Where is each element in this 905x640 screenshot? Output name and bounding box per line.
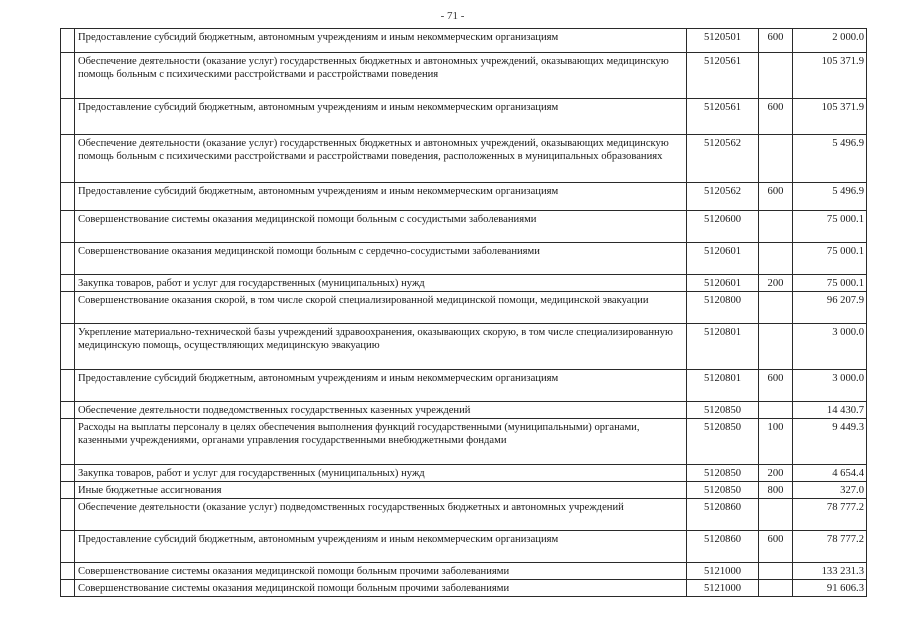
empty-cell [61, 563, 75, 580]
amount-cell: 105 371.9 [793, 99, 867, 135]
expense-type-cell [759, 135, 793, 183]
target-code-cell: 5120561 [687, 53, 759, 99]
table-row [61, 531, 867, 563]
empty-cell [61, 211, 75, 243]
amount-cell: 105 371.9 [793, 53, 867, 99]
expense-name-cell: Предоставление субсидий бюджетным, автономным учреждениям и иным некоммерческим организациям [75, 29, 687, 53]
budget-table [60, 28, 867, 597]
table-row [61, 419, 867, 465]
target-code-cell: 5120860 [687, 531, 759, 563]
amount-cell: 14 430.7 [793, 402, 867, 419]
empty-cell [61, 292, 75, 324]
expense-type-cell: 800 [759, 482, 793, 499]
table-row [61, 580, 867, 597]
empty-cell [61, 465, 75, 482]
table-row [61, 183, 867, 211]
amount-cell: 327.0 [793, 482, 867, 499]
target-code-cell: 5120850 [687, 419, 759, 465]
target-code-cell: 5120850 [687, 402, 759, 419]
target-code-cell: 5120562 [687, 135, 759, 183]
expense-name-cell: Предоставление субсидий бюджетным, автономным учреждениям и иным некоммерческим организациям [75, 183, 687, 211]
target-code-cell: 5120601 [687, 275, 759, 292]
expense-type-cell: 600 [759, 183, 793, 211]
expense-type-cell: 600 [759, 99, 793, 135]
expense-type-cell [759, 580, 793, 597]
table-row [61, 465, 867, 482]
target-code-cell: 5120562 [687, 183, 759, 211]
empty-cell [61, 580, 75, 597]
expense-name-cell: Закупка товаров, работ и услуг для государственных (муниципальных) нужд [75, 465, 687, 482]
amount-cell: 78 777.2 [793, 531, 867, 563]
empty-cell [61, 482, 75, 499]
amount-cell: 5 496.9 [793, 183, 867, 211]
empty-cell [61, 419, 75, 465]
amount-cell: 3 000.0 [793, 324, 867, 370]
table-row [61, 324, 867, 370]
empty-cell [61, 324, 75, 370]
expense-name-cell: Обеспечение деятельности (оказание услуг) государственных бюджетных и автономных учреждений, оказывающих медицинскую помощь больным с психическими расстройствами и расстройствами поведения [75, 53, 687, 99]
empty-cell [61, 402, 75, 419]
expense-type-cell: 600 [759, 370, 793, 402]
table-row [61, 53, 867, 99]
table-row [61, 482, 867, 499]
expense-type-cell [759, 324, 793, 370]
expense-name-cell: Совершенствование системы оказания медицинской помощи больным с сосудистыми заболеваниями [75, 211, 687, 243]
expense-type-cell [759, 499, 793, 531]
amount-cell: 78 777.2 [793, 499, 867, 531]
expense-name-cell: Обеспечение деятельности подведомственных государственных казенных учреждений [75, 402, 687, 419]
target-code-cell: 5120501 [687, 29, 759, 53]
expense-name-cell: Совершенствование системы оказания медицинской помощи больным прочими заболеваниями [75, 563, 687, 580]
empty-cell [61, 29, 75, 53]
target-code-cell: 5120601 [687, 243, 759, 275]
target-code-cell: 5120801 [687, 324, 759, 370]
empty-cell [61, 499, 75, 531]
expense-name-cell: Совершенствование оказания медицинской помощи больным с сердечно-сосудистыми заболеваниями [75, 243, 687, 275]
expense-type-cell: 100 [759, 419, 793, 465]
expense-name-cell: Совершенствование системы оказания медицинской помощи больным прочими заболеваниями [75, 580, 687, 597]
expense-name-cell: Предоставление субсидий бюджетным, автономным учреждениям и иным некоммерческим организациям [75, 370, 687, 402]
amount-cell: 9 449.3 [793, 419, 867, 465]
table-row [61, 563, 867, 580]
amount-cell: 3 000.0 [793, 370, 867, 402]
expense-name-cell: Предоставление субсидий бюджетным, автономным учреждениям и иным некоммерческим организациям [75, 99, 687, 135]
expense-type-cell: 200 [759, 275, 793, 292]
target-code-cell: 5120600 [687, 211, 759, 243]
table-row [61, 29, 867, 53]
expense-name-cell: Расходы на выплаты персоналу в целях обеспечения выполнения функций государственными (муниципальными) органами, казенными учреждениями, органами управления государственными внебюджетными фондами [75, 419, 687, 465]
empty-cell [61, 135, 75, 183]
amount-cell: 133 231.3 [793, 563, 867, 580]
expense-type-cell [759, 53, 793, 99]
expense-type-cell: 200 [759, 465, 793, 482]
amount-cell: 75 000.1 [793, 275, 867, 292]
table-row [61, 370, 867, 402]
target-code-cell: 5120850 [687, 482, 759, 499]
empty-cell [61, 183, 75, 211]
amount-cell: 75 000.1 [793, 211, 867, 243]
table-row [61, 499, 867, 531]
table-row [61, 99, 867, 135]
table-row [61, 243, 867, 275]
amount-cell: 5 496.9 [793, 135, 867, 183]
amount-cell: 75 000.1 [793, 243, 867, 275]
empty-cell [61, 531, 75, 563]
amount-cell: 2 000.0 [793, 29, 867, 53]
empty-cell [61, 99, 75, 135]
table-row [61, 135, 867, 183]
empty-cell [61, 243, 75, 275]
target-code-cell: 5121000 [687, 563, 759, 580]
expense-type-cell [759, 243, 793, 275]
page-number: - 71 - [440, 10, 465, 22]
empty-cell [61, 275, 75, 292]
expense-name-cell: Предоставление субсидий бюджетным, автономным учреждениям и иным некоммерческим организациям [75, 531, 687, 563]
table-row [61, 275, 867, 292]
expense-type-cell [759, 402, 793, 419]
target-code-cell: 5120801 [687, 370, 759, 402]
amount-cell: 4 654.4 [793, 465, 867, 482]
expense-name-cell: Обеспечение деятельности (оказание услуг) подведомственных государственных бюджетных и автономных учреждений [75, 499, 687, 531]
table-row [61, 211, 867, 243]
expense-type-cell [759, 292, 793, 324]
expense-name-cell: Иные бюджетные ассигнования [75, 482, 687, 499]
amount-cell: 91 606.3 [793, 580, 867, 597]
target-code-cell: 5121000 [687, 580, 759, 597]
expense-type-cell: 600 [759, 29, 793, 53]
target-code-cell: 5120561 [687, 99, 759, 135]
table-row [61, 402, 867, 419]
empty-cell [61, 53, 75, 99]
expense-name-cell: Совершенствование оказания скорой, в том числе скорой специализированной медицинской помощи, медицинской эвакуации [75, 292, 687, 324]
target-code-cell: 5120860 [687, 499, 759, 531]
expense-type-cell [759, 211, 793, 243]
expense-name-cell: Обеспечение деятельности (оказание услуг) государственных бюджетных и автономных учреждений, оказывающих медицинскую помощь больным с психическими расстройствами и расстройствами поведения, расположенных в муниципальных образованиях [75, 135, 687, 183]
expense-name-cell: Укрепление материально-технической базы учреждений здравоохранения, оказывающих скорую, в том числе специализированную медицинскую помощь, осуществляющих медицинскую эвакуацию [75, 324, 687, 370]
empty-cell [61, 370, 75, 402]
target-code-cell: 5120850 [687, 465, 759, 482]
amount-cell: 96 207.9 [793, 292, 867, 324]
expense-type-cell [759, 563, 793, 580]
expense-name-cell: Закупка товаров, работ и услуг для государственных (муниципальных) нужд [75, 275, 687, 292]
table-row [61, 292, 867, 324]
target-code-cell: 5120800 [687, 292, 759, 324]
expense-type-cell: 600 [759, 531, 793, 563]
